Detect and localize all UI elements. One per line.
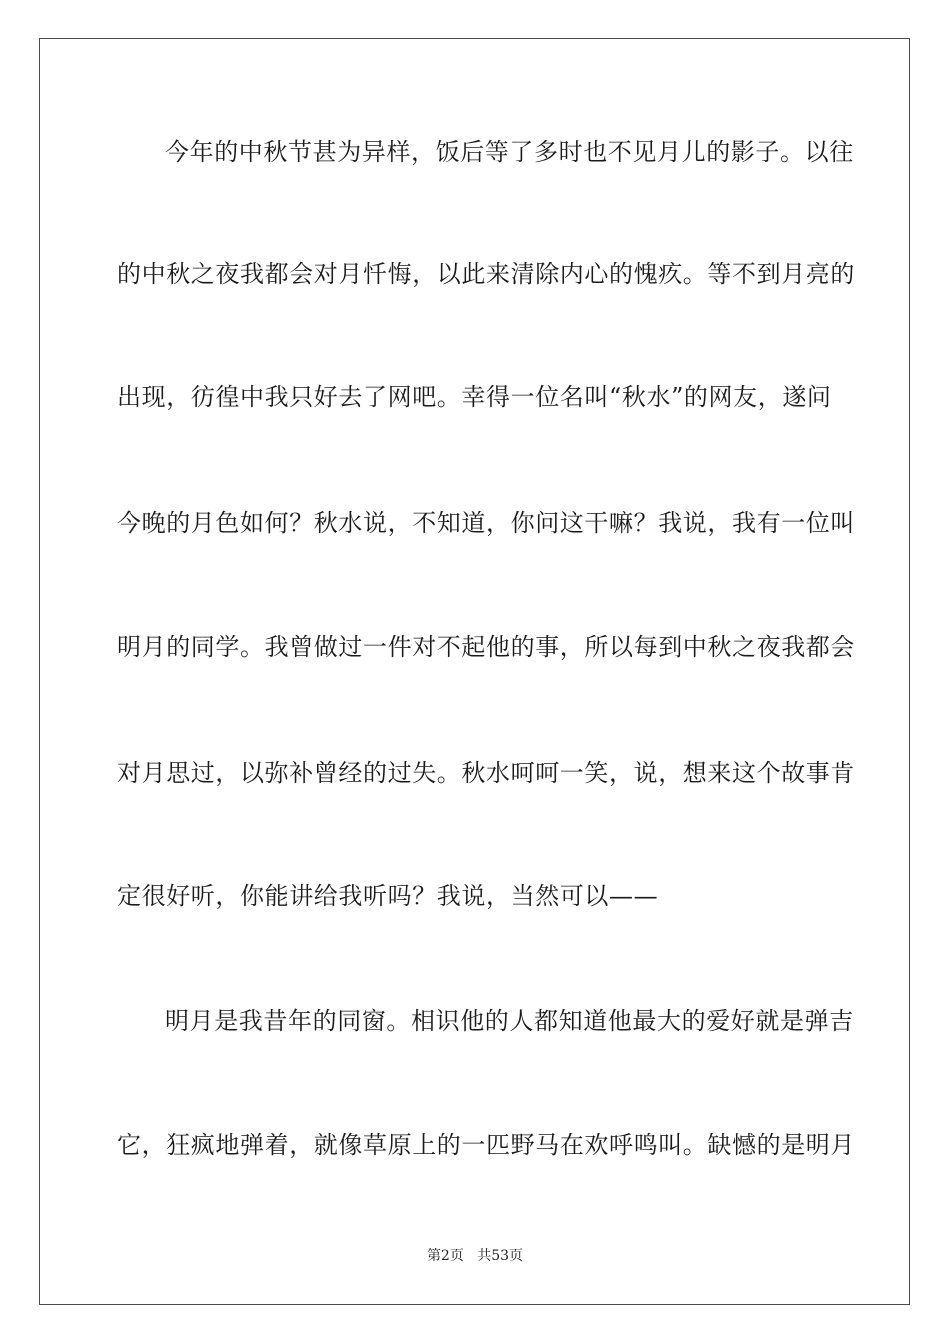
paragraph-line: 今晚的月色如何？秋水说，不知道，你问这干嘛？我说，我有一位叫 <box>117 509 855 537</box>
page-number: 第2页 <box>426 1248 464 1264</box>
page-border <box>39 38 910 1305</box>
paragraph-line: 定很好听，你能讲给我听吗？我说，当然可以—— <box>117 882 659 910</box>
paragraph-line: 明月的同学。我曾做过一件对不起他的事，所以每到中秋之夜我都会 <box>117 633 855 661</box>
paragraph-line: 明月是我昔年的同窗。相识他的人都知道他最大的爱好就是弹吉 <box>165 1007 854 1035</box>
paragraph-line: 的中秋之夜我都会对月忏悔，以此来清除内心的愧疚。等不到月亮的 <box>117 260 855 288</box>
paragraph-line: 出现，彷徨中我只好去了网吧。幸得一位名叫“秋水”的网友，遂问 <box>117 383 832 411</box>
paragraph-line: 它，狂疯地弹着，就像草原上的一匹野马在欢呼鸣叫。缺憾的是明月 <box>117 1131 855 1159</box>
page-footer <box>0 1247 950 1265</box>
paragraph-line: 对月思过，以弥补曾经的过失。秋水呵呵一笑，说，想来这个故事肯 <box>117 759 855 787</box>
paragraph-line: 今年的中秋节甚为异样，饭后等了多时也不见月儿的影子。以往 <box>165 138 854 166</box>
page-total: 共53页 <box>477 1248 524 1264</box>
